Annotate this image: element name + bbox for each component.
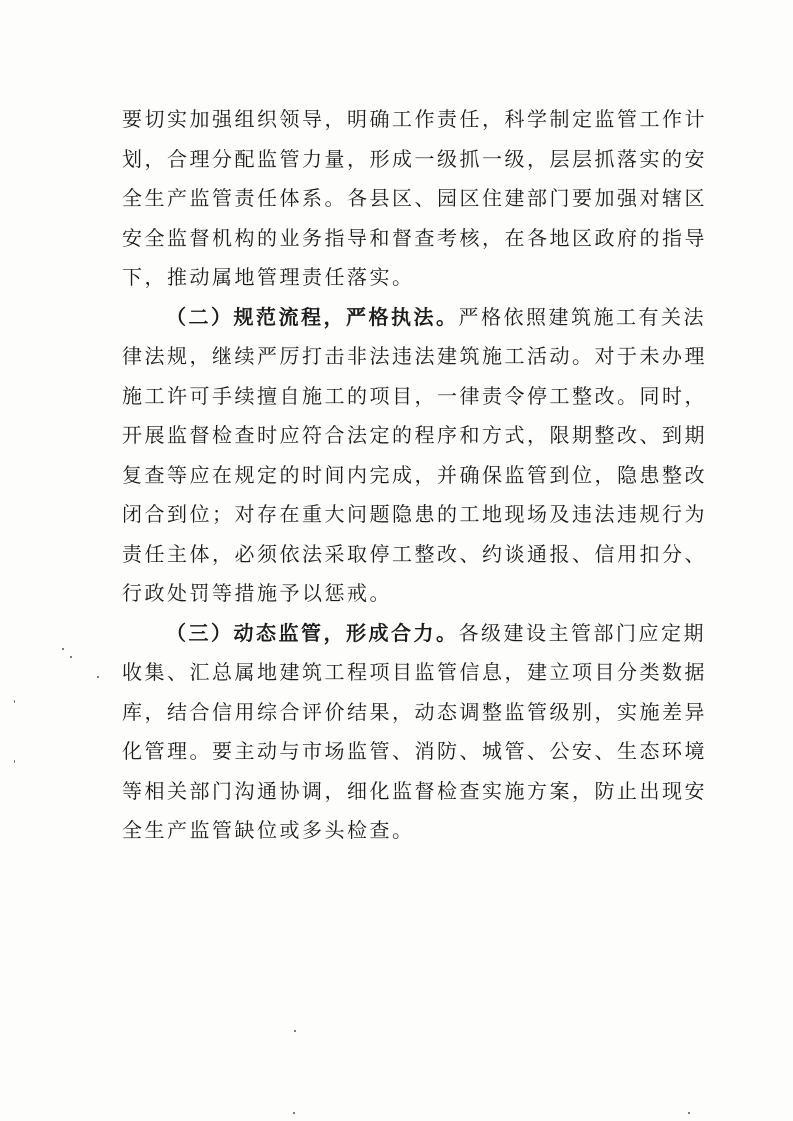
text-run: 各级建设主管部门应定期 (458, 620, 706, 645)
scan-speck (70, 656, 72, 658)
text-line: 全生产监管缺位或多头检查。 (122, 818, 415, 842)
text-line: 等相关部门沟通协调，细化监督检查实施方案，防止出现安 (122, 778, 707, 803)
text-line: 开展监督检查时应符合法定的程序和方式，限期整改、到期 (122, 423, 707, 447)
text-line: 化管理。要主动与市场监管、消防、城管、公安、生态环境 (122, 739, 707, 763)
text-line (122, 298, 706, 338)
text-line: 施工许可手续擅自施工的项目，一律责令停工整改。同时， (122, 383, 707, 408)
scan-speck (293, 1112, 295, 1114)
text-line: 安全监督机构的业务指导和督查考核，在各地区政府的指导 (122, 225, 707, 250)
paragraph-regulate-process (122, 298, 707, 614)
text-line: 律法规，继续严厉打击非法违法建筑施工活动。对于未办理 (122, 344, 707, 368)
text-line: 划，合理分配监管力量，形成一级抓一级，层层抓落实的安 (122, 146, 707, 171)
text-line: 要切实加强组织领导，明确工作责任，科学制定监管工作计 (122, 107, 707, 131)
section-heading: （三）动态监管，形成合力。 (166, 620, 459, 645)
text-line: 下，推动属地管理责任落实。 (122, 265, 415, 289)
scan-speck (14, 760, 15, 763)
text-line: 库，结合信用综合评价结果，动态调整监管级别，实施差异 (122, 699, 707, 724)
text-line: 闭合到位；对存在重大问题隐患的工地现场及违法违规行为 (122, 502, 707, 526)
text-line (122, 614, 706, 654)
scan-speck (294, 1030, 296, 1032)
scan-speck (688, 1112, 690, 1114)
scan-speck (97, 676, 99, 678)
scan-speck (14, 700, 15, 703)
scan-speck (62, 648, 64, 650)
text-line: 责任主体，必须依法采取停工整改、约谈通报、信用扣分、 (122, 541, 707, 566)
text-line: 收集、汇总属地建筑工程项目监管信息，建立项目分类数据 (122, 660, 707, 684)
section-heading: （二）规范流程，严格执法。 (166, 304, 459, 329)
text-run: 严格依照建筑施工有关法 (458, 304, 706, 329)
body-text (122, 100, 707, 851)
paragraph-continuation (122, 100, 707, 298)
paragraph-dynamic-supervision (122, 614, 707, 851)
text-line: 复查等应在规定的时间内完成，并确保监管到位，隐患整改 (122, 462, 707, 487)
text-line: 行政处罚等措施予以惩戒。 (122, 581, 392, 605)
text-line: 全生产监管责任体系。各县区、园区住建部门要加强对辖区 (122, 186, 707, 210)
